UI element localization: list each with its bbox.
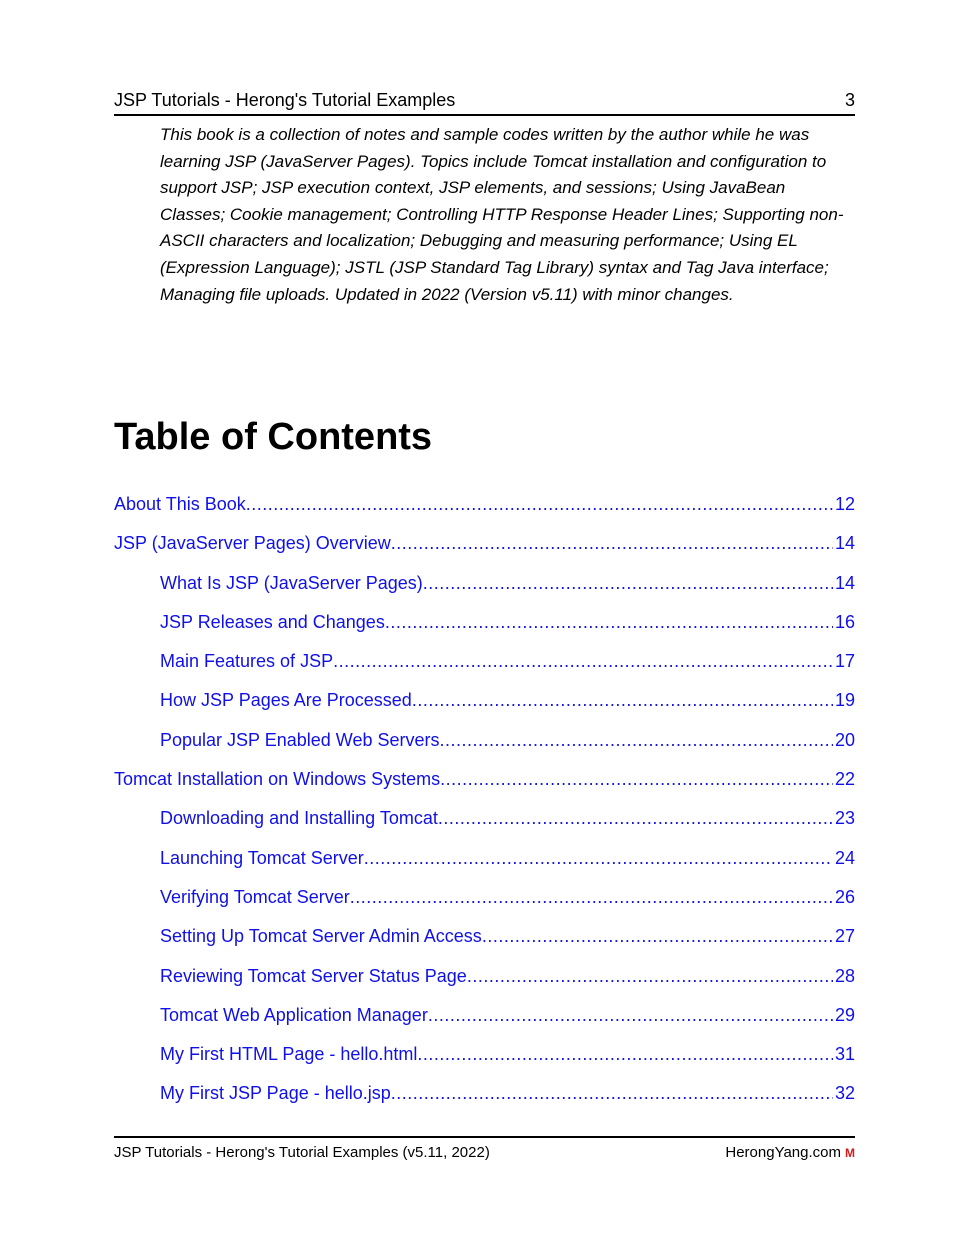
toc-entry-page[interactable]: 23 (834, 808, 855, 829)
toc-list (114, 488, 855, 1117)
header-page-number: 3 (844, 90, 855, 110)
toc-entry-title[interactable]: Downloading and Installing Tomcat (160, 808, 438, 829)
toc-dot-leader (428, 999, 833, 1031)
toc-entry-title[interactable]: Setting Up Tomcat Server Admin Access (160, 926, 482, 947)
footer-site (725, 1140, 855, 1166)
toc-dot-leader (350, 881, 833, 913)
toc-entry-title[interactable]: How JSP Pages Are Processed (160, 690, 412, 711)
toc-entry-page[interactable]: 28 (834, 965, 855, 986)
toc-dot-leader (440, 724, 833, 756)
toc-entry[interactable] (114, 1077, 855, 1116)
toc-entry-title[interactable]: My First HTML Page - hello.html (160, 1044, 418, 1065)
toc-heading: Table of Contents (114, 416, 433, 458)
toc-entry[interactable] (114, 1038, 855, 1077)
toc-entry-title[interactable]: Launching Tomcat Server (160, 847, 364, 868)
toc-entry-page[interactable]: 26 (834, 886, 855, 907)
toc-entry-page[interactable]: 20 (834, 729, 855, 750)
toc-entry[interactable] (114, 881, 855, 920)
toc-entry-title[interactable]: JSP Releases and Changes (160, 611, 385, 632)
toc-dot-leader (438, 802, 833, 834)
toc-entry-page[interactable]: 31 (834, 1044, 855, 1065)
toc-entry[interactable] (114, 802, 855, 841)
toc-entry-page[interactable]: 24 (834, 847, 855, 868)
toc-dot-leader (467, 960, 833, 992)
header-title: JSP Tutorials - Herong's Tutorial Examples (114, 90, 456, 110)
toc-entry-page[interactable]: 17 (834, 651, 855, 672)
toc-entry-title[interactable]: About This Book (114, 494, 246, 514)
page-header (114, 88, 855, 116)
toc-dot-leader (412, 684, 833, 716)
footer-book-title: JSP Tutorials - Herong's Tutorial Examples (v5.11, 2022) (114, 1144, 490, 1161)
toc-entry-page[interactable]: 32 (834, 1083, 855, 1104)
toc-entry[interactable] (114, 645, 855, 684)
toc-dot-leader (423, 567, 833, 599)
toc-entry[interactable] (114, 999, 855, 1038)
toc-entry[interactable] (114, 488, 855, 527)
toc-entry-title[interactable]: Main Features of JSP (160, 651, 334, 672)
toc-dot-leader (391, 1077, 833, 1109)
toc-entry[interactable] (114, 724, 855, 763)
toc-entry[interactable] (114, 684, 855, 723)
toc-entry-page[interactable]: 22 (834, 769, 855, 790)
toc-entry-title[interactable]: JSP (JavaServer Pages) Overview (114, 533, 391, 554)
toc-entry-page[interactable]: 16 (834, 611, 855, 632)
herong-logo-icon: M (845, 1146, 855, 1160)
toc-entry-title[interactable]: Tomcat Installation on Windows Systems (114, 769, 441, 790)
toc-entry[interactable] (114, 920, 855, 959)
toc-dot-leader (391, 527, 833, 559)
toc-entry-title[interactable]: Tomcat Web Application Manager (160, 1004, 428, 1025)
toc-dot-leader (385, 606, 833, 638)
toc-entry-page[interactable]: 27 (834, 926, 855, 947)
toc-entry[interactable] (114, 527, 855, 566)
toc-entry[interactable] (114, 960, 855, 999)
toc-entry-page[interactable]: 14 (834, 533, 855, 554)
toc-entry-page[interactable]: 14 (834, 572, 855, 593)
footer-site-name: HerongYang.com (725, 1144, 841, 1161)
toc-entry-title[interactable]: My First JSP Page - hello.jsp (160, 1083, 391, 1104)
toc-entry[interactable] (114, 763, 855, 802)
toc-dot-leader (364, 842, 833, 874)
toc-dot-leader (482, 920, 833, 952)
toc-entry-page[interactable]: 29 (834, 1004, 855, 1025)
toc-dot-leader (440, 763, 833, 795)
toc-entry-page[interactable]: 12 (834, 494, 855, 514)
toc-entry-title[interactable]: Popular JSP Enabled Web Servers (160, 729, 440, 750)
toc-dot-leader (417, 1038, 833, 1070)
page-footer (114, 1136, 855, 1161)
book-description: This book is a collection of notes and sample codes written by the author while he was learning JSP (JavaServer Pages). Topics include Tomcat installation and configuration to support JSP; JSP execution context, JSP elements, and sessions; Using JavaBean Classes; Cookie management; Controlling HTTP Response Header Lines; Supporting non-ASCII characters and localization; Debugging and measuring performance; Using EL (Expression Language); JSTL (JSP Standard Tag Library) syntax and Tag Java interface; Managing file uploads. Updated in 2022 (Version v5.11) with minor changes. (160, 125, 844, 304)
toc-entry[interactable] (114, 606, 855, 645)
toc-entry-title[interactable]: What Is JSP (JavaServer Pages) (160, 572, 423, 593)
toc-dot-leader (246, 488, 833, 520)
toc-entry[interactable] (114, 842, 855, 881)
toc-entry-page[interactable]: 19 (834, 690, 855, 711)
toc-entry[interactable] (114, 567, 855, 606)
toc-entry-title[interactable]: Reviewing Tomcat Server Status Page (160, 965, 467, 986)
toc-entry-title[interactable]: Verifying Tomcat Server (160, 886, 350, 907)
toc-dot-leader (333, 645, 833, 677)
